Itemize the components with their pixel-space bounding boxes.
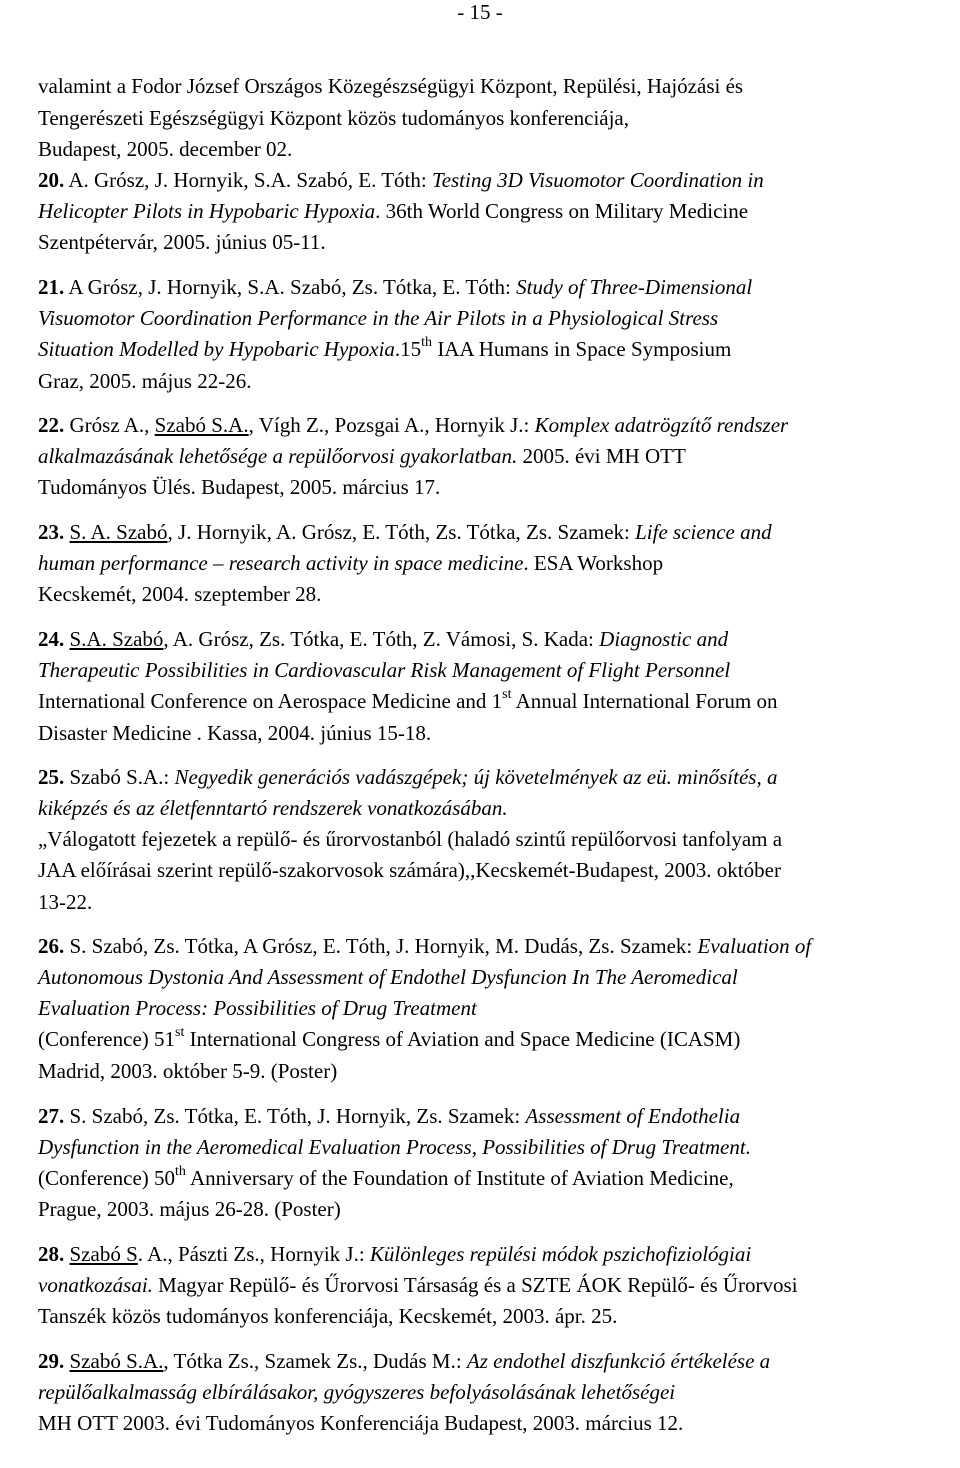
publication-title: alkalmazásának lehetősége a repülőorvosi gyakorlatban. (38, 444, 518, 468)
text-line (38, 103, 629, 134)
text-line (38, 227, 326, 258)
publication-title: Autonomous Dystonia And Assessment of Endothel Dysfuncion In The Aeromedical (38, 965, 738, 989)
text-segment: st (175, 1025, 185, 1040)
text-line (38, 1056, 337, 1087)
publication-title: Life science and (635, 520, 772, 544)
text-line (38, 272, 752, 303)
publication-title: Visuomotor Coordination Performance in the Air Pilots in a Physiological Stress (38, 306, 719, 330)
text-segment: Graz, 2005. május 22-26. (38, 369, 252, 393)
text-segment: JAA előírásai szerint repülő-szakorvosok számára),,Kecskemét-Budapest, 2003. október (38, 858, 781, 882)
publication-title: vonatkozásai. (38, 1273, 153, 1297)
entry-number: 29. (38, 1349, 65, 1373)
text-segment: 13-22. (38, 890, 93, 914)
text-segment: MH OTT 2003. évi Tudományos Konferenciája Budapest, 2003. március 12. (38, 1411, 684, 1435)
text-line (38, 579, 321, 610)
text-line (38, 1194, 341, 1225)
text-segment: st (502, 687, 512, 702)
publication-title: Assessment of Endothelia (525, 1104, 741, 1128)
text-segment: International Congress of Aviation and Space Medicine (ICASM) (184, 1027, 741, 1051)
text-line (38, 686, 777, 717)
text-line (38, 962, 738, 993)
entry-number: 28. (38, 1242, 65, 1266)
text-line (38, 1239, 751, 1270)
publication-title: Situation Modelled by Hypobaric Hypoxia (38, 337, 395, 361)
text-segment: Tudományos Ülés. Budapest, 2005. március 17. (38, 475, 441, 499)
text-segment: Tanszék közös tudományos konferenciája, Kecskemét, 2003. ápr. 25. (38, 1304, 618, 1328)
publication-title: Helicopter Pilots in Hypobaric Hypoxia (38, 199, 376, 223)
text-line (38, 762, 777, 793)
text-line (38, 441, 686, 472)
publication-title: Különleges repülési módok pszichofiziológiai (369, 1242, 752, 1266)
text-segment: Budapest, 2005. december 02. (38, 137, 293, 161)
text-line (38, 71, 743, 102)
text-segment: Grósz A., (64, 413, 155, 437)
text-segment: Kecskemét, 2004. szeptember 28. (38, 582, 322, 606)
text-line (38, 165, 764, 196)
entry-number: 23. (38, 520, 65, 544)
publication-title: Komplex adatrögzítő rendszer (534, 413, 789, 437)
text-segment: Szabó S.A.: (64, 765, 175, 789)
text-line (38, 887, 92, 918)
text-segment: . A., Pászti Zs., Hornyik J.: (137, 1242, 370, 1266)
text-segment: valamint a Fodor József Országos Közegészségügyi Központ, Repülési, Hajózási és (38, 74, 744, 98)
text-line (38, 1270, 798, 1301)
entry-number: 25. (38, 765, 65, 789)
text-segment: Disaster Medicine . Kassa, 2004. június 15-18. (38, 721, 432, 745)
text-line (38, 548, 663, 579)
text-line (38, 196, 748, 227)
publication-title: Negyedik generációs vadászgépek; új követelmények az eü. minősítés, a (174, 765, 778, 789)
entry-number: 27. (38, 1104, 65, 1128)
text-line (38, 1377, 675, 1408)
text-line (38, 931, 811, 962)
text-segment: . 36th World Congress on Military Medicine (375, 199, 749, 223)
text-segment: International Conference on Aerospace Medicine and 1 (38, 689, 503, 713)
entry-number: 21. (38, 275, 65, 299)
text-line (38, 855, 781, 886)
text-line (38, 1101, 740, 1132)
publication-title: Study of Three-Dimensional (516, 275, 753, 299)
text-segment: .15 (394, 337, 422, 361)
publication-title: repülőalkalmasság elbírálásakor, gyógyszeres befolyásolásának lehetőségei (38, 1380, 676, 1404)
text-segment: „Válogatott fejezetek a repülő- és űrorvostanból (haladó szintű repülőorvosi tanfolyam a (38, 827, 783, 851)
entry-number: 22. (38, 413, 65, 437)
text-segment: (Conference) 50 (38, 1166, 176, 1190)
page-number: - 15 - (457, 0, 503, 24)
entry-number: 24. (38, 627, 65, 651)
text-segment: Magyar Repülő- és Űrorvosi Társaság és a SZTE ÁOK Repülő- és Űrorvosi (152, 1273, 798, 1297)
author-highlight: S. A. Szabó (69, 520, 168, 544)
text-line (38, 655, 730, 686)
text-line (38, 793, 508, 824)
author-highlight: Szabó S.A. (154, 413, 249, 437)
text-line (38, 303, 718, 334)
publication-title: Therapeutic Possibilities in Cardiovascular Risk Management of Flight Personnel (38, 658, 731, 682)
text-line (38, 1346, 770, 1377)
text-line (38, 334, 731, 365)
text-segment: th (175, 1164, 186, 1179)
text-segment: , A. Grósz, Zs. Tótka, E. Tóth, Z. Vámosi, S. Kada: (163, 627, 600, 651)
text-segment: th (421, 335, 433, 350)
publication-title: Diagnostic and (599, 627, 729, 651)
text-line (38, 366, 251, 397)
author-highlight: S.A. Szabó (69, 627, 164, 651)
text-segment: A. Grósz, J. Hornyik, S.A. Szabó, E. Tóth: (64, 168, 432, 192)
text-segment: 2005. évi MH OTT (517, 444, 686, 468)
text-line (38, 1408, 683, 1439)
publication-title: Dysfunction in the Aeromedical Evaluation Process, Possibilities of Drug Treatment. (38, 1135, 751, 1159)
publication-title: Evaluation of (697, 934, 812, 958)
text-line (38, 1163, 734, 1194)
text-line (38, 718, 431, 749)
entry-number: 26. (38, 934, 65, 958)
author-highlight: Szabó S (69, 1242, 138, 1266)
author-highlight: Szabó S.A. (69, 1349, 164, 1373)
text-segment: Madrid, 2003. október 5-9. (Poster) (38, 1059, 338, 1083)
text-line (38, 134, 292, 165)
entry-number: 20. (38, 168, 65, 192)
text-line (38, 472, 440, 503)
text-segment: Annual International Forum on (511, 689, 778, 713)
text-segment: Anniversary of the Foundation of Institute of Aviation Medicine, (185, 1166, 734, 1190)
text-segment: (Conference) 51 (38, 1027, 176, 1051)
publication-title: kiképzés és az életfenntartó rendszerek vonatkozásában. (38, 796, 508, 820)
text-segment: Szentpétervár, 2005. június 05-11. (38, 230, 326, 254)
text-line (38, 1024, 740, 1055)
text-segment: Tengerészeti Egészségügyi Központ közös tudományos konferenciája, (38, 106, 630, 130)
publication-title: Testing 3D Visuomotor Coordination in (431, 168, 764, 192)
text-segment: , J. Hornyik, A. Grósz, E. Tóth, Zs. Tótka, Zs. Szamek: (167, 520, 636, 544)
text-line (38, 824, 782, 855)
publication-title: Az endothel diszfunkció értékelése a (466, 1349, 771, 1373)
text-line (38, 1301, 617, 1332)
text-segment: A Grósz, J. Hornyik, S.A. Szabó, Zs. Tótka, E. Tóth: (64, 275, 517, 299)
text-line (38, 993, 477, 1024)
text-line (38, 1132, 751, 1163)
text-segment: , Vígh Z., Pozsgai A., Hornyik J.: (248, 413, 535, 437)
text-segment: S. Szabó, Zs. Tótka, A Grósz, E. Tóth, J. Hornyik, M. Dudás, Zs. Szamek: (64, 934, 698, 958)
text-line (38, 624, 728, 655)
text-segment: S. Szabó, Zs. Tótka, E. Tóth, J. Hornyik, Zs. Szamek: (64, 1104, 526, 1128)
text-segment: IAA Humans in Space Symposium (432, 337, 732, 361)
text-segment: , Tótka Zs., Szamek Zs., Dudás M.: (163, 1349, 467, 1373)
text-segment: . ESA Workshop (523, 551, 664, 575)
publication-title: Evaluation Process: Possibilities of Drug Treatment (38, 996, 477, 1020)
text-line (38, 410, 788, 441)
text-line (38, 517, 772, 548)
text-segment: Prague, 2003. május 26-28. (Poster) (38, 1197, 341, 1221)
publication-title: human performance – research activity in space medicine (38, 551, 524, 575)
